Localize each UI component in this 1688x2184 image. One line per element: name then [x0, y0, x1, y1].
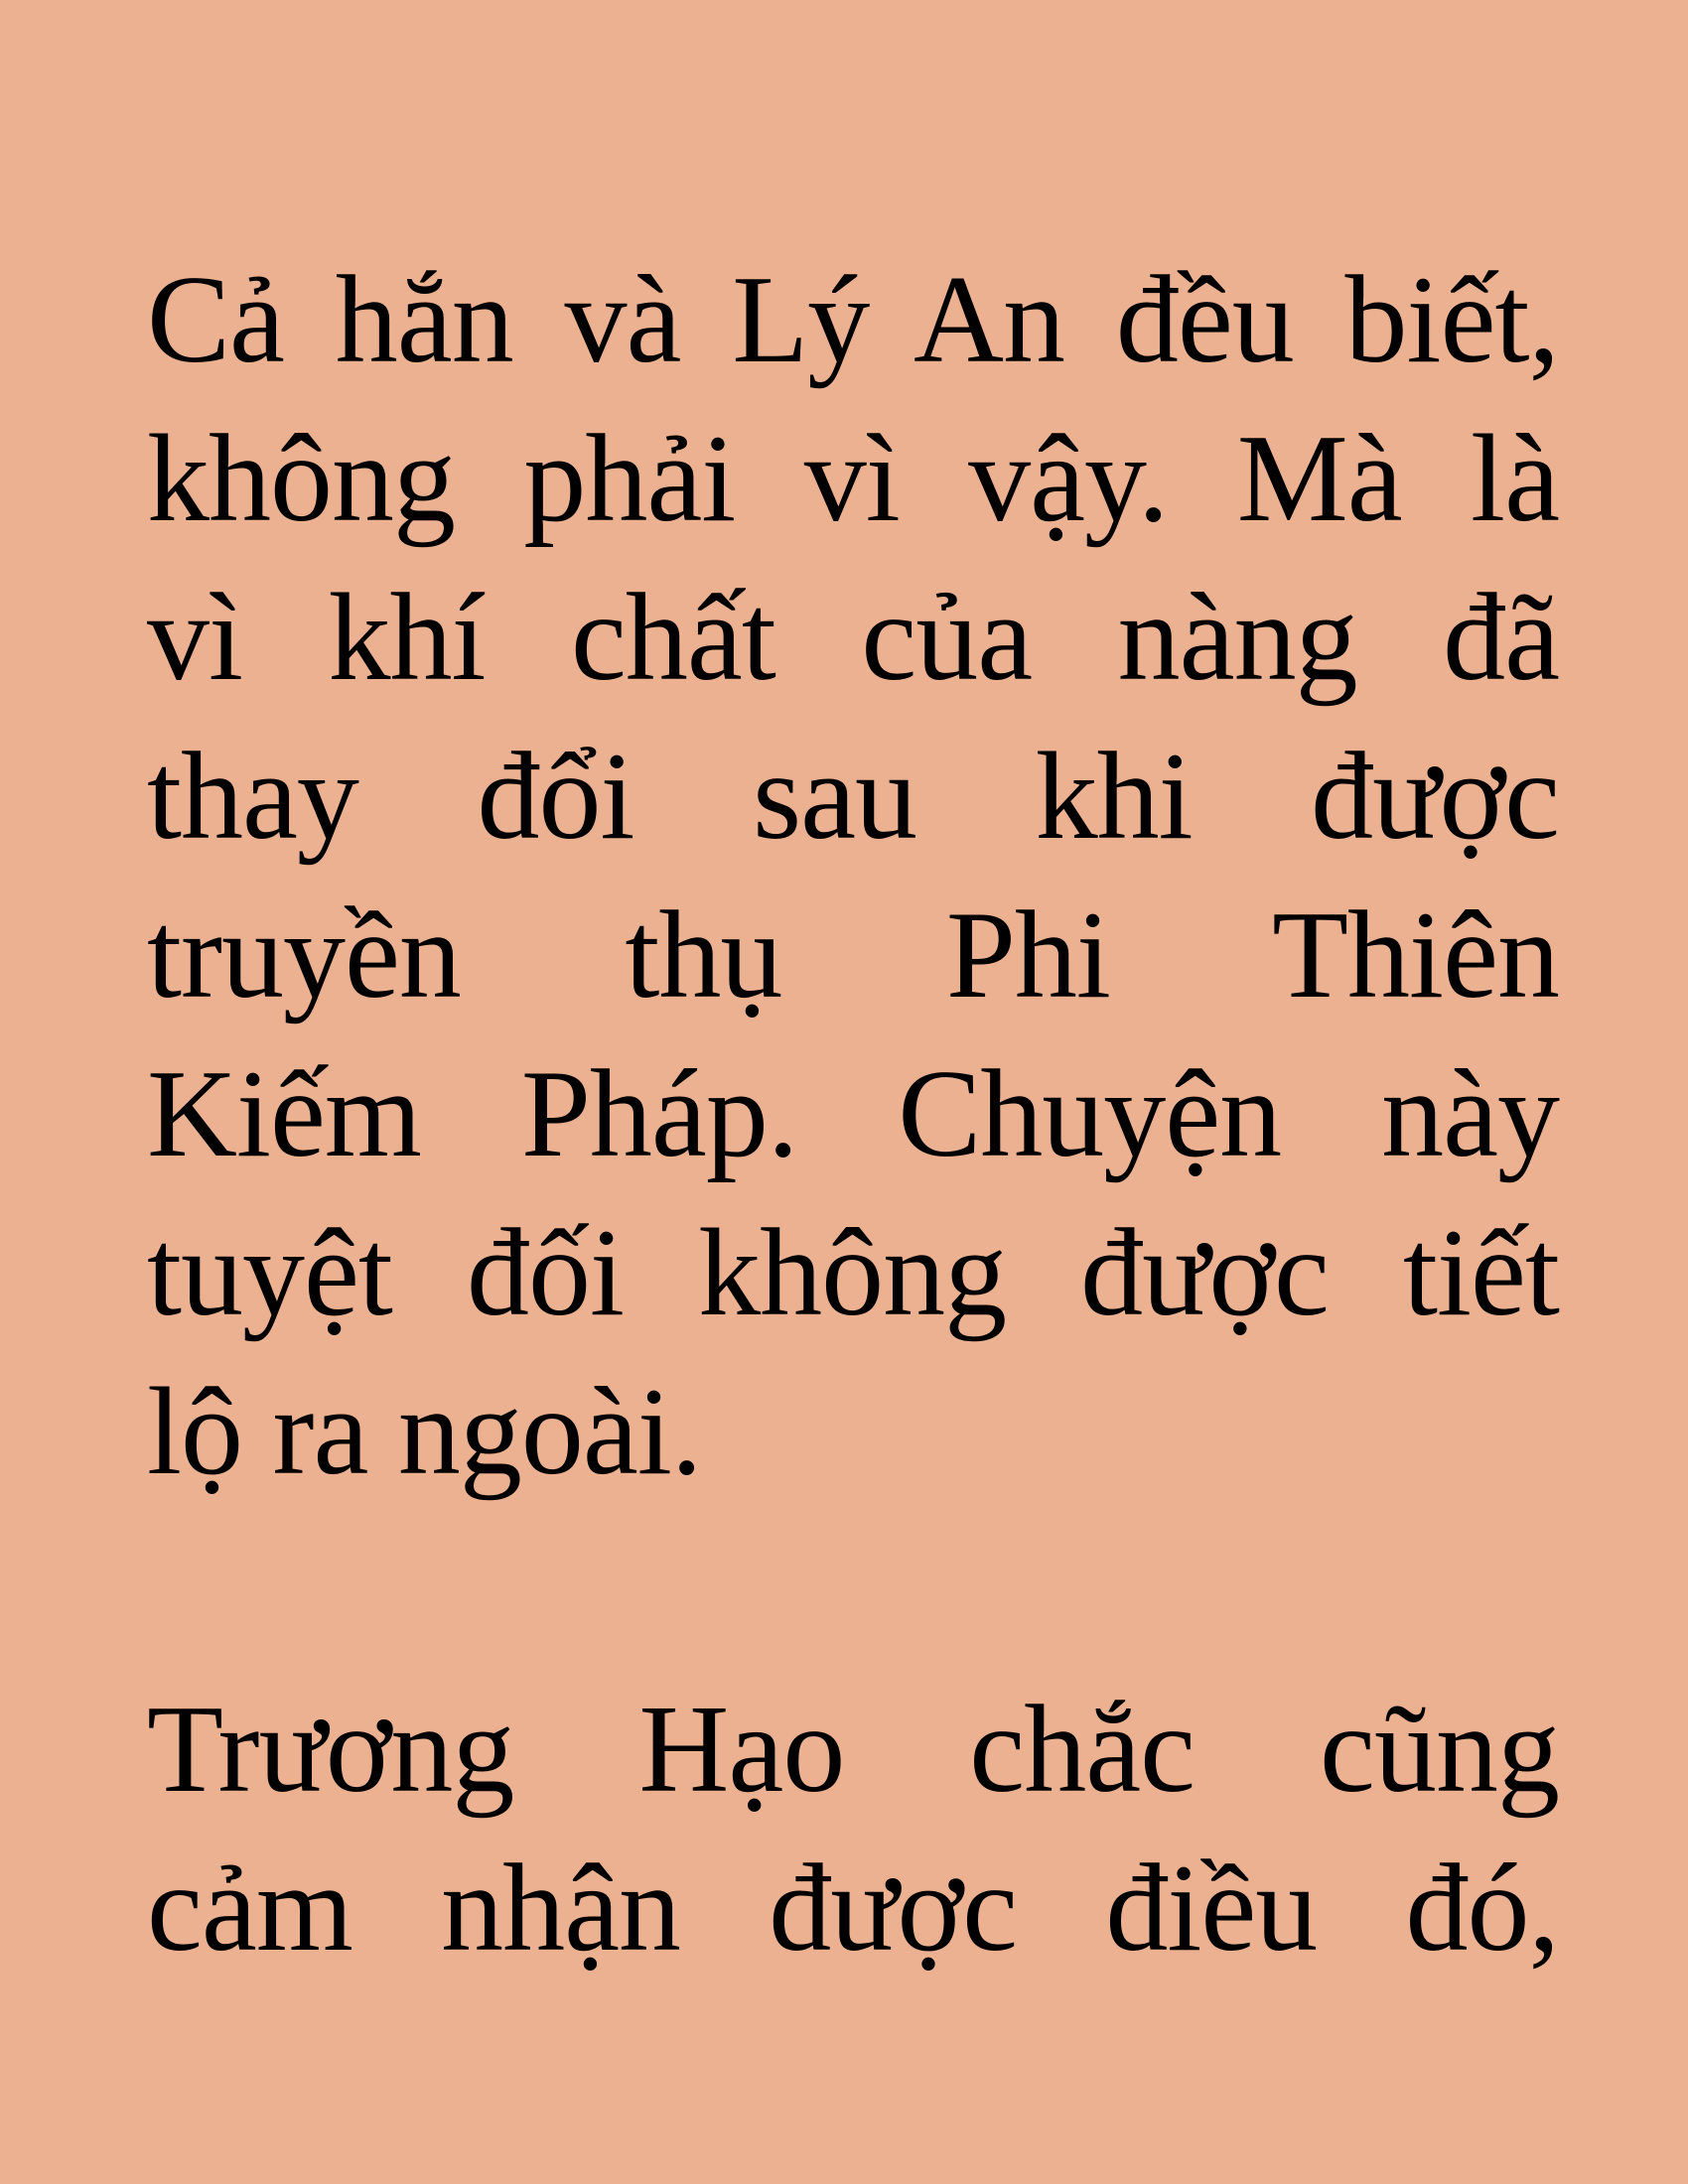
- text-line: vì khí chất của nàng đã: [147, 569, 1559, 707]
- text-line: Trương Hạo chắc cũng: [147, 1681, 1559, 1819]
- text-line: Cả hắn và Lý An đều biết,: [147, 251, 1559, 389]
- text-line: thay đổi sau khi được: [147, 728, 1559, 866]
- paragraph: [147, 1671, 1559, 1988]
- text-line: không phải vì vậy. Mà là: [147, 410, 1559, 548]
- book-text: [147, 241, 1559, 1988]
- text-line: truyền thụ Phi Thiên: [147, 887, 1559, 1024]
- text-line: tuyệt đối không được tiết: [147, 1204, 1559, 1342]
- text-line: cảm nhận được điều đó,: [147, 1840, 1559, 1978]
- text-line: lộ ra ngoài.: [147, 1363, 702, 1501]
- text-line: Kiếm Pháp. Chuyện này: [147, 1045, 1559, 1183]
- paragraph: [147, 241, 1559, 1512]
